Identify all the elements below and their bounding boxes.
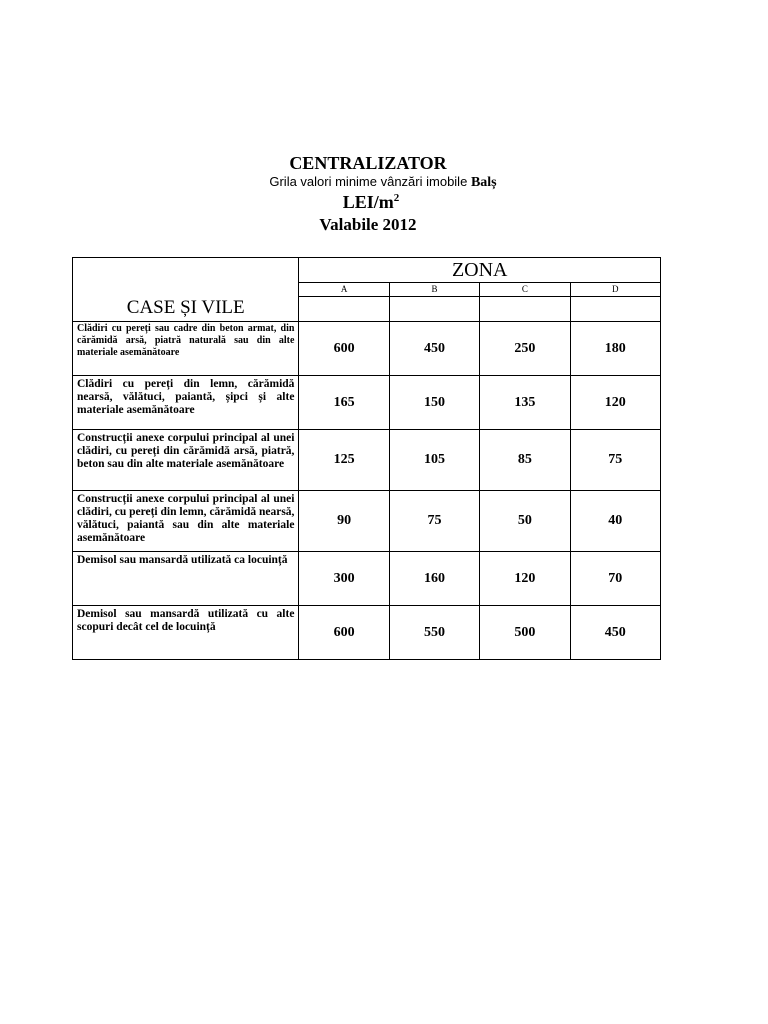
value-cell: 550 bbox=[389, 606, 479, 660]
price-grid-table bbox=[72, 257, 661, 660]
value-cell: 500 bbox=[480, 606, 570, 660]
row-label: Clădiri cu pereți sau cadre din beton armat, din cărămidă arsă, piatră naturală sau din alte materiale asemănătoare bbox=[73, 322, 299, 376]
zone-title-row bbox=[73, 258, 661, 283]
value-cell: 250 bbox=[480, 322, 570, 376]
table-row bbox=[73, 606, 661, 660]
zone-title: ZONA bbox=[299, 258, 661, 283]
empty-cell bbox=[480, 297, 570, 322]
row-label: Construcții anexe corpului principal al unei clădiri, cu pereți din lemn, cărămidă nearsă, vălătuci, paiantă sau din alte materiale asemănătoare bbox=[73, 491, 299, 552]
value-cell: 125 bbox=[299, 430, 389, 491]
value-cell: 75 bbox=[570, 430, 660, 491]
value-cell: 75 bbox=[389, 491, 479, 552]
table-row bbox=[73, 376, 661, 430]
table-row bbox=[73, 322, 661, 376]
value-cell: 165 bbox=[299, 376, 389, 430]
table-row bbox=[73, 552, 661, 606]
zone-letter: D bbox=[570, 283, 660, 297]
value-cell: 90 bbox=[299, 491, 389, 552]
value-cell: 150 bbox=[389, 376, 479, 430]
value-cell: 120 bbox=[480, 552, 570, 606]
unit-exponent: 2 bbox=[393, 192, 400, 204]
value-cell: 70 bbox=[570, 552, 660, 606]
unit-label bbox=[6, 191, 736, 213]
validity-label: Valabile 2012 bbox=[319, 215, 417, 234]
value-cell: 600 bbox=[299, 322, 389, 376]
row-label: Demisol sau mansardă utilizată ca locuință bbox=[73, 552, 299, 606]
value-cell: 300 bbox=[299, 552, 389, 606]
row-label: Construcții anexe corpului principal al unei clădiri, cu pereți din cărămidă arsă, piatră, beton sau din alte materiale asemănătoare bbox=[73, 430, 299, 491]
value-cell: 105 bbox=[389, 430, 479, 491]
value-cell: 120 bbox=[570, 376, 660, 430]
document-title: CENTRALIZATOR bbox=[289, 153, 447, 173]
value-cell: 85 bbox=[480, 430, 570, 491]
section-title: CASE ȘI VILE bbox=[73, 258, 299, 322]
value-cell: 50 bbox=[480, 491, 570, 552]
zone-letter: B bbox=[389, 283, 479, 297]
empty-cell bbox=[570, 297, 660, 322]
document-header bbox=[0, 152, 736, 236]
empty-cell bbox=[299, 297, 389, 322]
row-label: Clădiri cu pereți din lemn, cărămidă nearsă, vălătuci, paiantă, șipci și alte materiale asemănătoare bbox=[73, 376, 299, 430]
table-row bbox=[73, 430, 661, 491]
value-cell: 180 bbox=[570, 322, 660, 376]
value-cell: 450 bbox=[570, 606, 660, 660]
locality-name: Balș bbox=[470, 175, 497, 190]
subtitle-text: Grila valori minime vânzări imobile bbox=[269, 174, 468, 189]
table-row bbox=[73, 491, 661, 552]
value-cell: 40 bbox=[570, 491, 660, 552]
value-cell: 160 bbox=[389, 552, 479, 606]
value-cell: 135 bbox=[480, 376, 570, 430]
empty-cell bbox=[389, 297, 479, 322]
zone-letter: A bbox=[299, 283, 389, 297]
zone-letter: C bbox=[480, 283, 570, 297]
unit-text: LEI/m bbox=[342, 192, 394, 212]
value-cell: 450 bbox=[389, 322, 479, 376]
document-subtitle bbox=[30, 174, 736, 191]
value-cell: 600 bbox=[299, 606, 389, 660]
row-label: Demisol sau mansardă utilizată cu alte scopuri decât cel de locuință bbox=[73, 606, 299, 660]
